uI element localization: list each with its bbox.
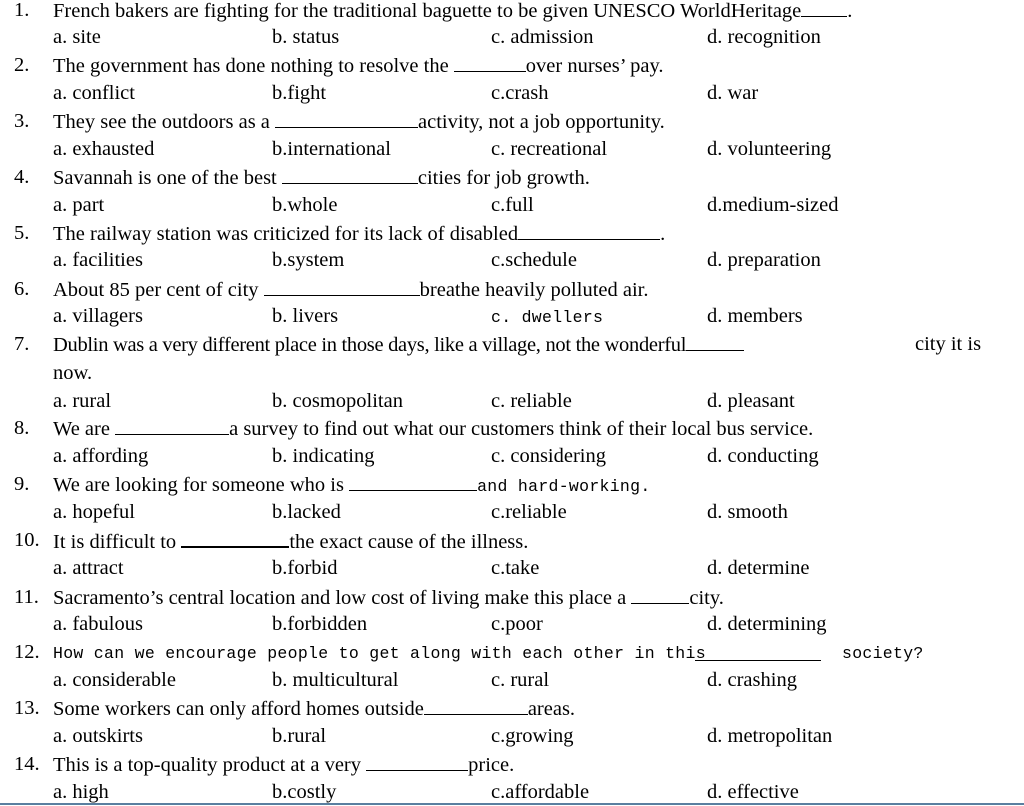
option-d[interactable]: d. effective [707,781,799,803]
question-text: The railway station was criticized for its lack of disabled [53,223,519,245]
question-number: 9. [14,473,30,495]
option-d[interactable]: d. crashing [707,669,797,691]
option-d[interactable]: d. metropolitan [707,725,833,747]
question-text: They see the outdoors as a [53,111,276,133]
option-a[interactable]: a. attract [53,557,124,579]
option-a[interactable]: a. rural [53,390,112,412]
question-text-end: cities for job growth. [417,167,590,189]
option-d[interactable]: d. recognition [707,26,821,48]
option-a[interactable]: a. affording [53,445,149,467]
option-d[interactable]: d. members [707,305,803,327]
option-c[interactable]: c.full [491,194,534,216]
answer-blank[interactable] [424,696,528,715]
option-d[interactable]: d. determine [707,557,810,579]
option-d[interactable]: d. volunteering [707,138,832,160]
option-c[interactable]: c. reliable [491,390,572,412]
answer-blank[interactable] [349,472,477,491]
answer-blank[interactable] [366,752,468,771]
option-c[interactable]: c.crash [491,82,549,104]
option-a[interactable]: a. villagers [53,305,143,327]
question-text: We are looking for someone who is [53,474,350,496]
question-text-end: breathe heavily polluted air. [419,279,649,301]
option-d[interactable]: d. determining [707,613,827,635]
option-b[interactable]: b.whole [272,194,338,216]
answer-blank[interactable] [282,165,418,184]
answer-blank[interactable] [275,109,418,128]
question-text: Savannah is one of the best [53,167,282,189]
question-text: How can we encourage people to get along with each other in this [53,644,706,663]
question-text: French bakers are fighting for the traditional baguette to be given UNESCO WorldHeritage [53,0,802,22]
answer-blank[interactable] [454,53,526,72]
question-number: 5. [14,222,30,244]
option-b[interactable]: b. status [272,26,340,48]
option-c[interactable]: c.poor [491,613,543,635]
question-text-end: society? [842,644,924,663]
question-text-end: . [847,0,853,22]
question-number: 14. [14,753,40,775]
option-b[interactable]: b. cosmopolitan [272,390,403,412]
question-number: 12. [14,641,40,663]
option-a[interactable]: a. outskirts [53,725,143,747]
option-a[interactable]: a. considerable [53,669,176,691]
answer-blank[interactable] [115,416,229,435]
option-b[interactable]: b.forbidden [272,613,368,635]
option-c[interactable]: c. considering [491,445,606,467]
option-a[interactable]: a. high [53,781,109,803]
option-a[interactable]: a. site [53,26,101,48]
question-text-end: . [660,223,666,245]
question-text: It is difficult to [53,531,182,553]
question-text: Some workers can only afford homes outside [53,698,424,720]
option-c[interactable]: c.growing [491,725,574,747]
question-number: 10. [14,529,40,551]
option-b[interactable]: b.forbid [272,557,338,579]
option-a[interactable]: a. facilities [53,249,143,271]
option-d[interactable]: d. war [707,82,759,104]
answer-blank[interactable] [518,221,660,240]
answer-blank[interactable] [181,528,289,548]
question-text-end: activity, not a job opportunity. [418,111,665,133]
answer-blank[interactable] [631,585,689,604]
question-text-end: a survey to find out what our customers think of their local bus service. [229,418,814,440]
question-number: 13. [14,697,40,719]
question-number: 7. [14,333,30,355]
option-b[interactable]: b. indicating [272,445,375,467]
option-c[interactable]: c.take [491,557,540,579]
question-text-end: and hard-working. [477,477,651,496]
option-a[interactable]: a. exhausted [53,138,155,160]
question-text-end: city it is [915,333,982,355]
option-d[interactable]: d. pleasant [707,390,795,412]
option-a[interactable]: a. hopeful [53,501,135,523]
option-b[interactable]: b.lacked [272,501,341,523]
answer-blank[interactable] [264,277,420,296]
answer-blank[interactable] [686,332,744,351]
option-d[interactable]: d. smooth [707,501,788,523]
answer-blank[interactable] [695,642,821,661]
option-b[interactable]: b.international [272,138,391,160]
option-a[interactable]: a. conflict [53,82,135,104]
option-b[interactable]: b.costly [272,781,337,803]
option-b[interactable]: b. livers [272,305,339,327]
question-number: 8. [14,417,30,439]
option-c[interactable]: c. rural [491,669,550,691]
option-a[interactable]: a. fabulous [53,613,143,635]
question-text: Sacramento’s central location and low cost of living make this place a [53,587,632,609]
option-d[interactable]: d. conducting [707,445,819,467]
question-text-end: city. [689,587,724,609]
question-text-end: price. [468,754,515,776]
option-c[interactable]: c.schedule [491,249,577,271]
option-c[interactable]: c. dwellers [491,308,604,327]
option-a[interactable]: a. part [53,194,105,216]
question-number: 3. [14,110,30,132]
question-text: The government has done nothing to resolve the [53,55,454,77]
option-c[interactable]: c.reliable [491,501,567,523]
question-text: About 85 per cent of city [53,279,264,301]
question-text: This is a top-quality product at a very [53,754,367,776]
option-b[interactable]: b.fight [272,82,327,104]
option-c[interactable]: c. recreational [491,138,608,160]
option-d[interactable]: d.medium-sized [707,194,839,216]
question-text-end: over nurses’ pay. [525,55,664,77]
option-b[interactable]: b.system [272,249,345,271]
option-d[interactable]: d. preparation [707,249,821,271]
option-b[interactable]: b.rural [272,725,327,747]
question-7-line2: now. [53,362,93,384]
question-number: 2. [14,54,30,76]
bottom-border-line [0,803,1024,805]
question-text-end: areas. [527,698,576,720]
question-text-end: the exact cause of the illness. [289,531,529,553]
question-number: 6. [14,278,30,300]
option-c[interactable]: c. admission [491,26,594,48]
question-text: We are [53,418,116,440]
option-c[interactable]: c.affordable [491,781,590,803]
option-b[interactable]: b. multicultural [272,669,399,691]
question-number: 1. [14,0,30,21]
answer-blank[interactable] [801,0,847,17]
question-text: Dublin was a very different place in those days, like a village, not the wonderful [53,334,687,356]
question-number: 11. [14,586,39,608]
question-number: 4. [14,166,30,188]
